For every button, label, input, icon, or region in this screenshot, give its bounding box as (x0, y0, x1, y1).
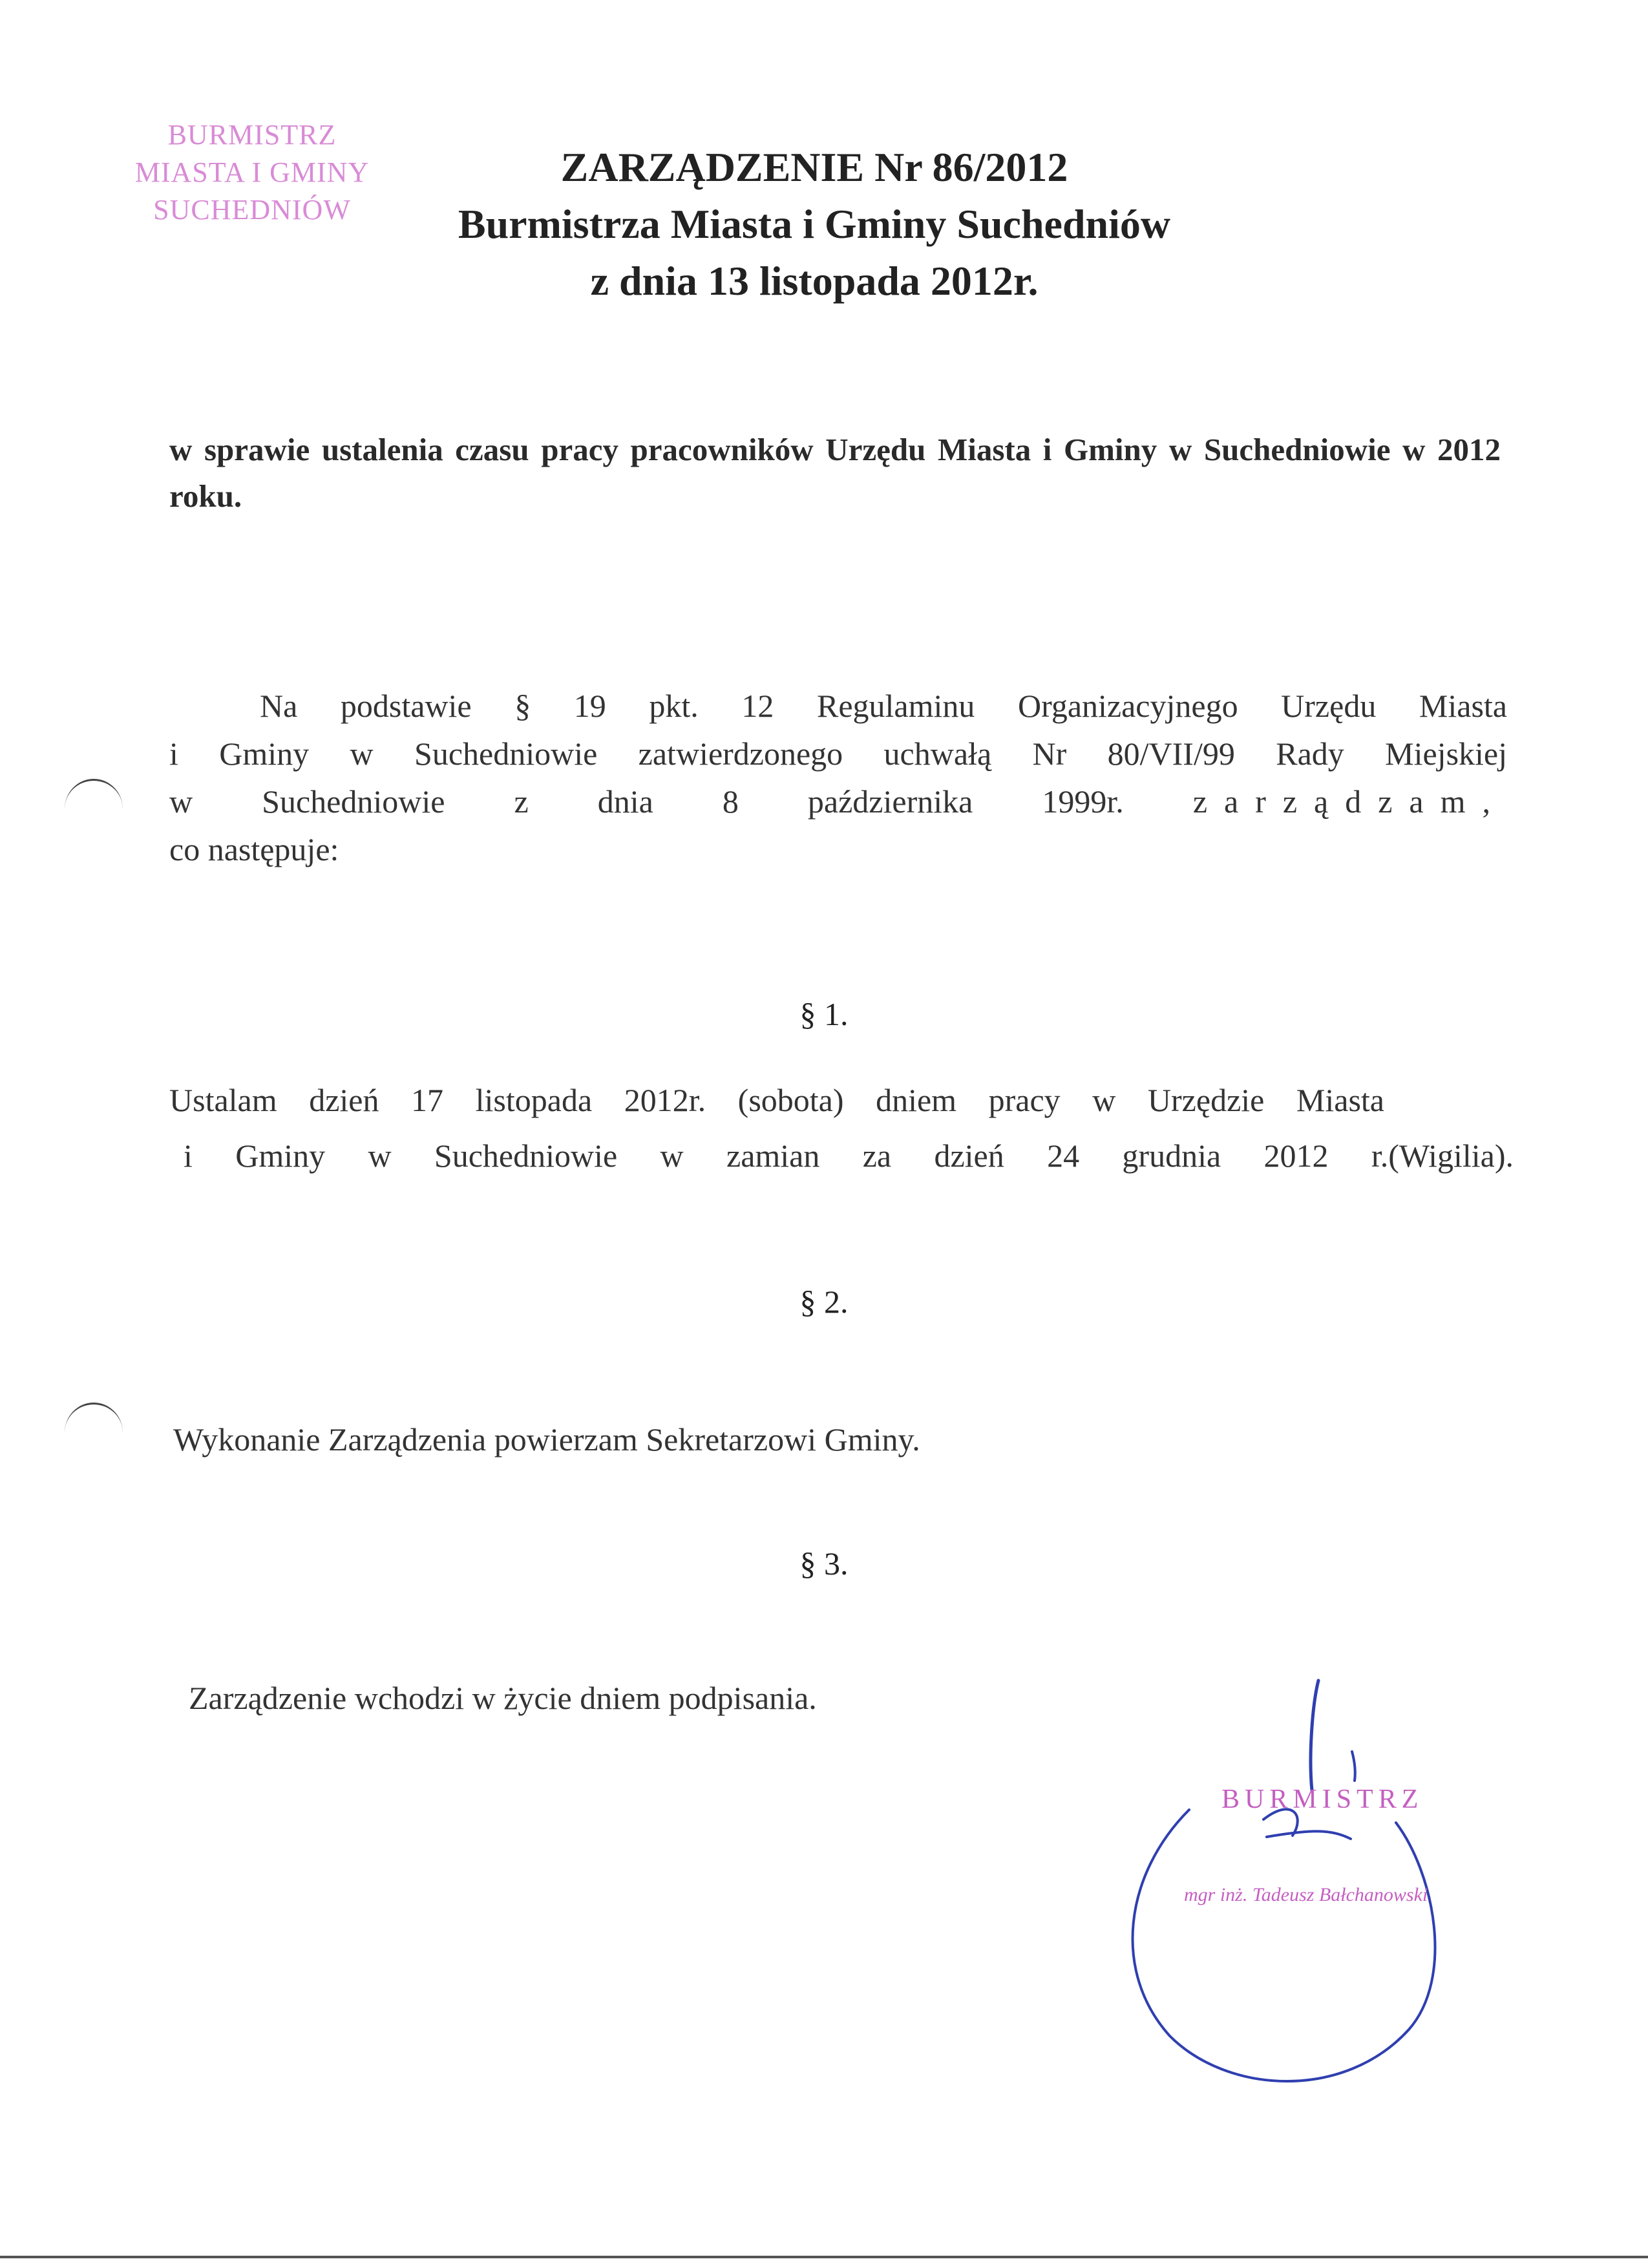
intro-line-3-start: w Suchedniowie z dnia 8 października 1999r. (169, 783, 1124, 820)
seal-name: mgr inż. Tadeusz Bałchanowski (1184, 1884, 1428, 1905)
office-stamp (103, 116, 401, 229)
punch-hole-mark (65, 779, 123, 839)
intro-line: Na podstawie § 19 pkt. 12 Regulaminu Organizacyjnego Urzędu Miasta (260, 688, 1507, 724)
decree-verb: zarządzam, (1192, 783, 1508, 820)
scan-edge-line (0, 2256, 1648, 2258)
section-1-text (169, 1076, 1514, 1180)
document-subject: w sprawie ustalenia czasu pracy pracowników Urzędu Miasta i Gminy w Suchedniowie w 2012 roku. (169, 432, 1501, 514)
section-2-text (173, 1415, 1336, 1463)
stamp-line: MIASTA I GMINY (134, 156, 370, 188)
document-date: z dnia 13 listopada 2012r. (590, 258, 1039, 304)
intro-line: co następuje: (169, 831, 339, 867)
document-title: ZARZĄDZENIE Nr 86/2012 (560, 144, 1068, 190)
stamp-line: SUCHEDNIÓW (153, 194, 351, 226)
section-3-text (189, 1674, 1223, 1722)
section-heading-3: § 3. (799, 1545, 849, 1582)
legal-basis-paragraph (169, 682, 1507, 873)
section-heading-2: § 2. (799, 1284, 849, 1320)
section-line: Zarządzenie wchodzi w życie dniem podpisania. (189, 1680, 817, 1716)
section-line: i Gminy w Suchedniowie w zamian za dzień 24 grudnia 2012 r.(Wigilia). (184, 1138, 1514, 1174)
document-header (362, 139, 1267, 310)
intro-line-3 (169, 778, 1507, 825)
punch-hole-mark (65, 1403, 123, 1463)
stamp-line: BURMISTRZ (167, 119, 337, 151)
section-line: Wykonanie Zarządzenia powierzam Sekretarzowi Gminy. (173, 1421, 920, 1457)
document-authority: Burmistrza Miasta i Gminy Suchedniów (458, 201, 1171, 247)
intro-line: i Gminy w Suchedniowie zatwierdzonego uchwałą Nr 80/VII/99 Rady Miejskiej (169, 736, 1507, 772)
section-line: Ustalam dzień 17 listopada 2012r. (sobota) dniem pracy w Urzędzie Miasta (169, 1082, 1384, 1118)
seal-title: BURMISTRZ (1221, 1785, 1424, 1814)
section-heading-1: § 1. (799, 996, 849, 1032)
